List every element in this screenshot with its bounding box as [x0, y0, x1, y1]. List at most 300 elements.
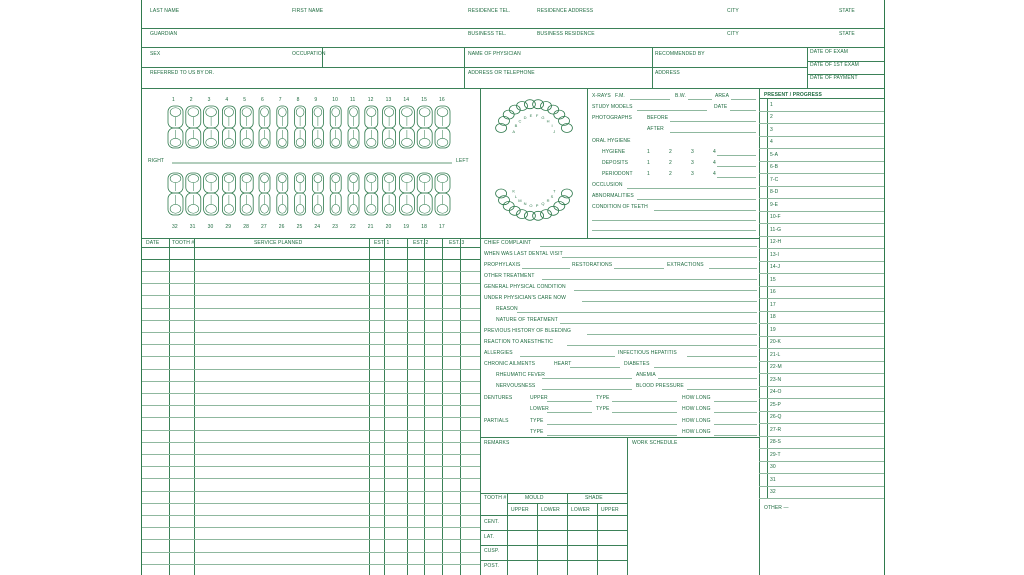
tooth-number: 18 [421, 224, 427, 230]
first-name-label: FIRST NAME [292, 8, 324, 14]
sex-label: SEX [150, 51, 161, 57]
progress-row[interactable] [759, 436, 884, 437]
progress-row-label: 32 [770, 489, 776, 495]
progress-row[interactable] [759, 461, 884, 462]
table-row[interactable] [142, 527, 480, 528]
progress-row[interactable] [759, 448, 884, 449]
cusp-label: CUSP. [484, 548, 500, 554]
history-line [542, 279, 757, 280]
tooth-number: 16 [439, 97, 445, 103]
arch-letter: A [512, 128, 516, 134]
table-row[interactable] [142, 405, 480, 406]
progress-row[interactable] [759, 173, 884, 174]
tooth-outline[interactable] [399, 106, 414, 128]
tooth-outline[interactable] [383, 106, 396, 128]
tooth-number: 1 [172, 97, 175, 103]
tooth-outline[interactable] [222, 106, 235, 128]
hygiene-scale-value[interactable]: 4 [713, 171, 716, 177]
tooth-outline[interactable] [330, 106, 341, 128]
progress-row[interactable] [759, 373, 884, 374]
progress-row-label: 1 [770, 101, 773, 108]
hygiene-scale-value[interactable]: 3 [691, 149, 694, 155]
history-line [570, 367, 620, 368]
shade-top [480, 493, 627, 494]
partials-label: PARTIALS [484, 418, 509, 424]
tooth-outline[interactable] [399, 173, 414, 193]
photos-before-label: BEFORE [647, 115, 669, 121]
tooth-outline[interactable] [295, 106, 306, 128]
header-line [142, 67, 807, 68]
tooth-outline[interactable] [312, 106, 323, 128]
tooth-outline[interactable] [330, 173, 341, 193]
allergies-label: ALLERGIES [484, 350, 513, 356]
history-line [567, 345, 757, 346]
progress-row-label: 10-F [770, 214, 781, 220]
hygiene-scale-value[interactable]: 2 [669, 149, 672, 155]
tooth-outline[interactable] [383, 193, 396, 215]
study-models-date-label: DATE [714, 104, 728, 110]
residence-address-label: RESIDENCE ADDRESS [537, 8, 594, 14]
progress-row[interactable] [759, 423, 884, 424]
partials-type-label: TYPE [530, 418, 544, 424]
arch-tooth[interactable] [503, 110, 514, 119]
arch-letter: I [551, 123, 553, 129]
dental-record-form [141, 0, 885, 575]
progress-row-label: 19 [770, 326, 776, 333]
shade-lower-label: LOWER [571, 507, 590, 513]
hygiene-scale-value[interactable]: 3 [691, 171, 694, 177]
progress-row-label: 3 [770, 126, 773, 133]
table-row[interactable] [142, 515, 480, 516]
progress-row-label: 21-L [770, 351, 781, 358]
progress-row[interactable] [759, 236, 884, 237]
tooth-number: 32 [172, 224, 178, 230]
tooth-outline[interactable] [365, 193, 378, 215]
dentures-upper-type-label: TYPE [596, 395, 610, 401]
dentures-lower-label: LOWER [530, 406, 549, 412]
progress-row-label: 27-R [770, 426, 782, 433]
table-row[interactable] [142, 552, 480, 553]
table-row[interactable] [142, 344, 480, 345]
arch-letter: R [546, 198, 550, 204]
history-line [547, 424, 677, 425]
history-line [542, 378, 632, 379]
progress-row-label: 31 [770, 476, 776, 483]
table-col-thin [424, 238, 425, 575]
arch-letter: G [541, 115, 545, 120]
condition-line-3 [592, 230, 756, 231]
progress-row[interactable] [759, 411, 884, 412]
history-line [709, 268, 757, 269]
shade-col [507, 493, 508, 575]
table-col [442, 238, 443, 575]
side-line [807, 61, 884, 62]
partials-howlong-label: HOW LONG [682, 418, 711, 424]
tooth-outline[interactable] [259, 173, 270, 193]
table-row[interactable] [142, 417, 480, 418]
tooth-outline[interactable] [417, 193, 432, 215]
progress-row[interactable] [759, 286, 884, 287]
tooth-outline[interactable] [417, 128, 432, 148]
progress-row-label: 14-J [770, 264, 781, 270]
progress-row[interactable] [759, 248, 884, 249]
hygiene-scale-value[interactable]: 3 [691, 160, 694, 166]
progress-row[interactable] [759, 211, 884, 212]
progress-row[interactable] [759, 148, 884, 149]
progress-row[interactable] [759, 311, 884, 312]
chief-complaint-label: CHIEF COMPLAINT [484, 240, 532, 246]
tooth-outline[interactable] [204, 173, 219, 193]
tooth-number: 30 [207, 224, 214, 230]
xrays-area-label: AREA [715, 93, 730, 99]
tooth-outline[interactable] [168, 128, 183, 148]
state-label-2: STATE [839, 31, 855, 37]
tooth-number: 2 [189, 97, 193, 103]
progress-row[interactable] [759, 198, 884, 199]
tooth-outline[interactable] [222, 173, 235, 193]
table-row[interactable] [142, 430, 480, 431]
table-col [194, 238, 195, 575]
xrays-area-line [731, 99, 756, 100]
tooth-number: 3 [207, 97, 211, 103]
hygiene-scale-value[interactable]: 4 [713, 160, 716, 166]
tooth-outline[interactable] [259, 128, 270, 148]
tooth-outline[interactable] [417, 173, 432, 193]
hygiene-row-label: HYGIENE [602, 149, 626, 155]
study-models-line [637, 110, 707, 111]
tooth-outline[interactable] [312, 128, 323, 148]
progress-row[interactable] [759, 486, 884, 487]
progress-row-label: 28-S [770, 439, 781, 445]
shade-col [567, 493, 568, 575]
remarks-divider [627, 437, 628, 575]
tooth-outline[interactable] [186, 193, 201, 215]
physician-label: NAME OF PHYSICIAN [468, 51, 521, 57]
oral-hygiene-label: ORAL HYGIENE [592, 138, 631, 144]
address-telephone-label: ADDRESS OR TELEPHONE [468, 70, 535, 76]
history-line [582, 301, 757, 302]
tooth-number: 25 [296, 224, 303, 230]
tooth-outline[interactable] [204, 128, 219, 148]
arch-tooth[interactable] [524, 211, 535, 220]
history-line [714, 401, 757, 402]
history-line [587, 334, 757, 335]
recommended-by-label: RECOMMENDED BY [655, 51, 705, 57]
arch-letter: B [514, 123, 518, 129]
before-line [670, 121, 756, 122]
history-line [517, 312, 757, 313]
progress-row[interactable] [759, 386, 884, 387]
progress-row-label: 9-E [770, 201, 779, 208]
history-line [714, 435, 757, 436]
tooth-outline[interactable] [204, 193, 219, 215]
history-line [542, 389, 632, 390]
hygiene-scale-value[interactable]: 2 [669, 160, 672, 166]
tooth-outline[interactable] [348, 193, 359, 215]
dentures-lower-type-label: TYPE [596, 406, 610, 412]
progress-row-label: 23-N [770, 376, 782, 383]
table-row[interactable] [142, 442, 480, 443]
hepatitis-label: INFECTIOUS HEPATITIS [618, 350, 677, 356]
tooth-outline[interactable] [365, 173, 378, 193]
dentures-label: DENTURES [484, 395, 513, 401]
progress-row[interactable] [759, 261, 884, 262]
after-line [670, 132, 756, 133]
mould-label: MOULD [525, 495, 544, 501]
arch-tooth[interactable] [533, 100, 544, 109]
tooth-number: 6 [261, 97, 264, 103]
residence-tel-label: RESIDENCE TEL. [468, 8, 511, 14]
reason-label: REASON [496, 306, 518, 312]
tooth-outline[interactable] [417, 106, 432, 128]
progress-row-label: 26-Q [770, 414, 782, 420]
table-row[interactable] [142, 283, 480, 284]
progress-row[interactable] [759, 323, 884, 324]
table-col-thin [384, 238, 385, 575]
tooth-number: 5 [243, 97, 247, 103]
table-row[interactable] [142, 393, 480, 394]
hygiene-scale-value[interactable]: 2 [669, 171, 672, 177]
header-divider [652, 47, 653, 88]
progress-row-label: 17 [770, 301, 776, 308]
tooth-outline[interactable] [330, 193, 341, 215]
progress-row[interactable] [759, 398, 884, 399]
table-header-line-2 [142, 259, 480, 260]
progress-row-label: 12-H [770, 239, 782, 245]
col-est2: EST. 2 [413, 240, 429, 246]
hygiene-scale-value[interactable]: 4 [713, 149, 716, 155]
tooth-outline[interactable] [186, 106, 201, 128]
table-row[interactable] [142, 564, 480, 565]
header-divider [464, 47, 465, 88]
tooth-number: 31 [189, 224, 196, 230]
tooth-outline[interactable] [365, 128, 378, 148]
reaction-label: REACTION TO ANESTHETIC [484, 339, 553, 345]
tooth-number: 28 [243, 224, 249, 230]
hygiene-scale-value[interactable]: 1 [647, 149, 650, 155]
under-physician-label: UNDER PHYSICIAN'S CARE NOW [484, 295, 566, 301]
progress-row[interactable] [759, 136, 884, 137]
tooth-outline[interactable] [312, 173, 323, 193]
arch-letter: P [535, 202, 539, 208]
progress-row-label: 20-K [770, 339, 781, 345]
dentures-lower-howlong-label: HOW LONG [682, 406, 711, 412]
history-line [654, 367, 757, 368]
lat-label: LAT. [484, 534, 495, 540]
general-condition-label: GENERAL PHYSICAL CONDITION [484, 284, 566, 290]
tooth-outline[interactable] [168, 173, 183, 193]
header-divider [322, 47, 323, 67]
arch-letter: O [529, 202, 533, 208]
table-right-border [480, 238, 481, 575]
tooth-outline[interactable] [330, 128, 341, 148]
history-line [714, 412, 757, 413]
col-est3: EST. 3 [449, 240, 465, 246]
tooth-number: 21 [367, 224, 374, 230]
table-row[interactable] [142, 539, 480, 540]
tooth-outline[interactable] [259, 193, 270, 215]
tooth-outline[interactable] [435, 173, 450, 193]
table-col-thin [460, 238, 461, 575]
tooth-outline[interactable] [295, 128, 306, 148]
progress-row[interactable] [759, 223, 884, 224]
header-line [142, 28, 884, 29]
tooth-outline[interactable] [204, 106, 219, 128]
history-line [687, 389, 757, 390]
occlusion-label: OCCLUSION [592, 182, 623, 188]
progress-row[interactable] [759, 348, 884, 349]
bleeding-label: PREVIOUS HISTORY OF BLEEDING [484, 328, 571, 334]
tooth-outline[interactable] [222, 193, 235, 215]
tooth-outline[interactable] [383, 128, 396, 148]
tooth-outline[interactable] [435, 193, 450, 215]
progress-row[interactable] [759, 111, 884, 112]
tooth-outline[interactable] [348, 128, 359, 148]
shade-label: SHADE [585, 495, 603, 501]
arch-letter: L [514, 193, 518, 199]
progress-row-label: 18 [770, 314, 776, 320]
table-row[interactable] [142, 320, 480, 321]
condition-line [654, 210, 756, 211]
dentures-upper-howlong-label: HOW LONG [682, 395, 711, 401]
blood-pressure-label: BLOOD PRESSURE [636, 383, 684, 389]
history-line [612, 412, 677, 413]
tooth-outline[interactable] [383, 173, 396, 193]
table-row[interactable] [142, 454, 480, 455]
tooth-outline[interactable] [240, 128, 253, 148]
history-line [520, 356, 615, 357]
header-divider [807, 47, 808, 88]
progress-row[interactable] [759, 336, 884, 337]
abnormalities-line [637, 199, 756, 200]
history-line [547, 401, 592, 402]
tooth-outline[interactable] [168, 193, 183, 215]
table-row[interactable] [142, 356, 480, 357]
dentures-upper-label: UPPER [530, 395, 548, 401]
history-line [612, 401, 677, 402]
history-line [574, 290, 757, 291]
tooth-number: 29 [225, 224, 232, 230]
restorations-label: RESTORATIONS [572, 262, 613, 268]
tooth-outline[interactable] [312, 193, 323, 215]
remarks-top-line [480, 437, 759, 438]
tooth-number: 12 [367, 97, 374, 103]
tooth-outline[interactable] [277, 193, 288, 215]
header-line [142, 47, 884, 48]
shade-line [480, 530, 627, 531]
progress-row-label: 11-G [770, 226, 782, 233]
tooth-outline[interactable] [277, 173, 288, 193]
table-col [407, 238, 408, 575]
tooth-outline[interactable] [365, 106, 378, 128]
progress-row[interactable] [759, 298, 884, 299]
progress-row-label: 5-A [770, 151, 779, 158]
tooth-outline[interactable] [222, 128, 235, 148]
tooth-outline[interactable] [277, 128, 288, 148]
date-of-payment-label: DATE OF PAYMENT [810, 75, 858, 81]
right-side-label: RIGHT [148, 158, 165, 164]
tooth-number: 19 [403, 224, 410, 230]
progress-row-label: 6-B [770, 164, 779, 170]
progress-row[interactable] [759, 186, 884, 187]
tooth-outline[interactable] [186, 128, 201, 148]
table-row[interactable] [142, 503, 480, 504]
tooth-outline[interactable] [348, 106, 359, 128]
arch-tooth[interactable] [554, 110, 565, 119]
progress-row[interactable] [759, 361, 884, 362]
col-service: SERVICE PLANNED [254, 240, 303, 246]
table-row[interactable] [142, 295, 480, 296]
extractions-label: EXTRACTIONS [667, 262, 704, 268]
chart-bottom-line [142, 238, 759, 239]
progress-row[interactable] [759, 498, 884, 499]
progress-row-label: 13-I [770, 251, 780, 258]
arch-letter: H [546, 118, 550, 124]
city-label-2: CITY [727, 31, 739, 37]
progress-row[interactable] [759, 123, 884, 124]
tooth-number: 11 [350, 97, 356, 103]
rheumatic-label: RHEUMATIC FEVER [496, 372, 545, 378]
hygiene-scale-value[interactable]: 1 [647, 171, 650, 177]
xrays-label: X-RAYS [592, 93, 611, 99]
table-row[interactable] [142, 271, 480, 272]
col-est1: EST. 1 [374, 240, 390, 246]
tooth-outline[interactable] [348, 173, 359, 193]
tooth-outline[interactable] [186, 173, 201, 193]
history-line [540, 246, 757, 247]
history-line [714, 424, 757, 425]
tooth-outline[interactable] [295, 193, 306, 215]
table-row[interactable] [142, 308, 480, 309]
progress-row[interactable] [759, 473, 884, 474]
table-row[interactable] [142, 369, 480, 370]
tooth-number: 20 [385, 224, 392, 230]
tooth-number: 7 [278, 97, 282, 103]
tooth-outline[interactable] [240, 173, 253, 193]
progress-row-label: 25-P [770, 401, 781, 408]
table-row[interactable] [142, 381, 480, 382]
tooth-outline[interactable] [399, 128, 414, 148]
tooth-outline[interactable] [435, 106, 450, 128]
table-row[interactable] [142, 491, 480, 492]
arch-letter: T [553, 188, 556, 194]
tooth-outline[interactable] [295, 173, 306, 193]
arch-letter: M [518, 198, 522, 204]
xrays-fm-line [630, 99, 670, 100]
history-line [547, 412, 592, 413]
tooth-outline[interactable] [435, 128, 450, 148]
table-row[interactable] [142, 332, 480, 333]
tooth-number: 15 [421, 97, 427, 103]
date-of-first-exam-label: DATE OF 1ST EXAM [810, 62, 859, 68]
table-row[interactable] [142, 466, 480, 467]
work-schedule-label: WORK SCHEDULE [632, 440, 678, 446]
hygiene-scale-value[interactable]: 1 [647, 160, 650, 166]
tooth-outline[interactable] [277, 106, 288, 128]
tooth-outline[interactable] [399, 193, 414, 215]
tooth-outline[interactable] [168, 106, 183, 128]
tooth-outline[interactable] [240, 106, 253, 128]
diabetes-label: DIABETES [624, 361, 650, 367]
table-row[interactable] [142, 478, 480, 479]
tooth-outline[interactable] [259, 106, 270, 128]
tooth-outline[interactable] [240, 193, 253, 215]
progress-row-label: 22-M [770, 364, 782, 370]
progress-row-label: 24-O [770, 389, 782, 395]
shade-line [480, 515, 627, 516]
progress-row[interactable] [759, 161, 884, 162]
progress-row[interactable] [759, 273, 884, 274]
